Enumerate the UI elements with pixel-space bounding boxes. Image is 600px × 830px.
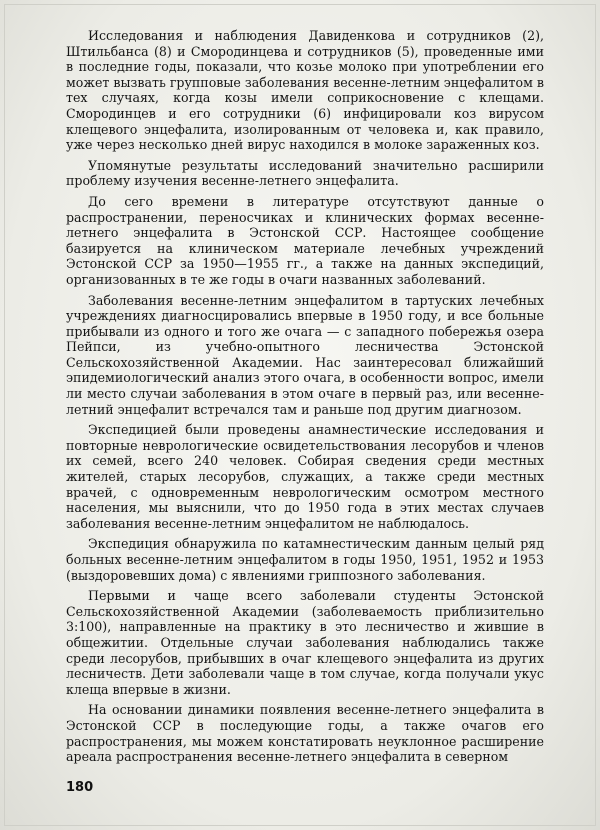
paragraph-4: Заболевания весенне-летним энцефалитом в тартуских лечебных учреждениях диагносцировались впервые в 1950 году, и все больные прибывали из одного и того же очага — с западного побережья озера Пейпси, из учебно-опытного лесничества Эстонской Сельскохозяйственной Академии. Нас заинтересовал ближайший эпидемиологический анализ этого очага, в особенности вопрос, имели ли место случаи заболевания в этом очаге в первый раз, или весенне-летний энцефалит встречался там и раньше под другим диагнозом. xyxy=(66,292,544,417)
paragraph-7: Первыми и чаще всего заболевали студенты Эстонской Сельскохозяйственной Академии (заболеваемость приблизительно 3:100), направленные на практику в это лесничество и жившие в общежитии. Отдельные случаи заболевания наблюдались также среди лесорубов, прибывших в очаг клещевого энцефалита из других лесничеств. Дети заболевали чаще в том случае, когда получали укус клеща впервые в жизни. xyxy=(66,588,544,697)
paragraph-1: Исследования и наблюдения Давиденкова и сотрудников (2), Штильбанса (8) и Смородинцева и сотрудников (5), проведенные ими в последние годы, показали, что козье молоко при употреблении его может вызвать групповые заболевания весенне-летним энцефалитом в тех случаях, когда козы имели соприкосновение с клещами. Смородинцев и его сотрудники (6) инфицировали коз вирусом клещевого энцефалита, изолированным от человека и, как правило, уже через несколько дней вирус находился в молоке зараженных коз. xyxy=(66,28,544,153)
paragraph-5: Экспедицией были проведены анамнестические исследования и повторные неврологические освидетельствования лесорубов и членов их семей, всего 240 человек. Собирая сведения среди местных жителей, старых лесорубов, служащих, а также среди местных врачей, с одновременным неврологическим осмотром местного населения, мы выяснили, что до 1950 года в этих местах случаев заболевания весенне-летним энцефалитом не наблюдалось. xyxy=(66,422,544,531)
paragraph-6: Экспедиция обнаружила по катамнестическим данным целый ряд больных весенне-летним энцефалитом в годы 1950, 1951, 1952 и 1953 (выздоровевших дома) с явлениями гриппозного заболевания. xyxy=(66,536,544,583)
paragraph-8: На основании динамики появления весенне-летнего энцефалита в Эстонской ССР в последующие годы, а также очагов его распространения, мы можем констатировать неуклонное расширение ареала распространения весенне-летнего энцефалита в северном xyxy=(66,702,544,765)
body-text xyxy=(66,28,544,770)
page-number: 180 xyxy=(66,780,94,795)
paragraph-2: Упомянутые результаты исследований значительно расширили проблему изучения весенне-летнего энцефалита. xyxy=(66,157,544,189)
paragraph-3: До сего времени в литературе отсутствуют данные о распространении, переносчиках и клинических формах весенне-летнего энцефалита в Эстонской ССР. Настоящее сообщение базируется на клиническом материале лечебных учреждений Эстонской ССР за 1950—1955 гг., а также на данных экспедиций, организованных в те же годы в очаги названных заболеваний. xyxy=(66,193,544,287)
